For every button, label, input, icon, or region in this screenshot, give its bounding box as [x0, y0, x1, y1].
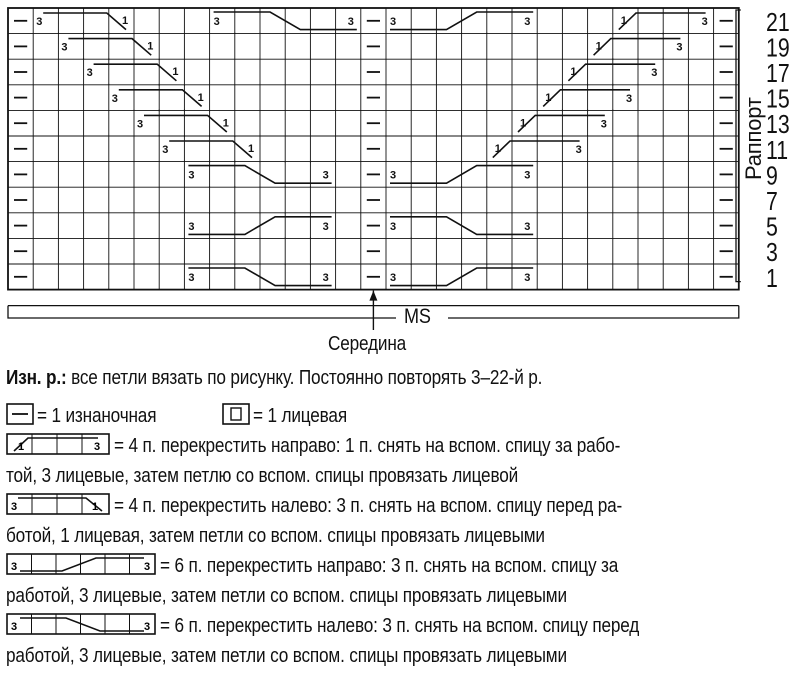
wrong-side-label: Изн. р.:	[6, 367, 67, 389]
cross-4-right-text-1: = 4 п. перекрестить направо: 1 п. снять на вспом. спицу за рабо-	[114, 435, 621, 457]
cable-count-end: 3	[651, 67, 658, 80]
cable-count-end: 1	[197, 91, 204, 104]
cable-count-end: 3	[524, 16, 531, 28]
cable-count-end: 3	[600, 118, 607, 131]
cross-4-right-symbol	[6, 433, 110, 455]
ms-bracket-left	[8, 306, 396, 318]
row-number: 15	[766, 84, 790, 115]
cable-count-end: 3	[524, 272, 531, 284]
row-number: 7	[766, 187, 778, 217]
middle-label: Середина	[328, 333, 407, 355]
cross-6-right-symbol	[6, 553, 156, 575]
cable-count-start: 3	[390, 16, 397, 28]
ms-label: MS	[404, 305, 431, 328]
cross-6-left-text-1: = 6 п. перекрестить налево: 3 п. снять на вспом. спицу перед	[160, 615, 640, 637]
knit-symbol	[222, 403, 250, 425]
row-numbers	[766, 8, 790, 294]
cable-count-end: 1	[122, 15, 129, 27]
cable-count-start: 3	[111, 92, 118, 105]
cross-6-right-start: 3	[11, 561, 18, 573]
cross-6-left-end: 3	[144, 621, 151, 633]
cable-count-end: 3	[524, 220, 531, 233]
cross-4-right-end: 3	[94, 441, 101, 453]
wrong-side-note	[6, 366, 542, 390]
cross-6-left-start: 3	[11, 621, 18, 633]
cross-6-right-end: 3	[144, 561, 151, 573]
cable-count-end: 1	[172, 66, 179, 79]
purl-legend-text: = 1 изнаночная	[37, 405, 157, 427]
purl-symbol	[6, 403, 34, 425]
cable-count-start: 3	[162, 144, 169, 156]
row-number: 5	[766, 212, 778, 243]
cable-count-start: 3	[36, 16, 43, 28]
cable-count-start: 3	[188, 272, 195, 284]
cable-count-start: 1	[620, 15, 627, 27]
cable-count-end: 3	[626, 92, 633, 105]
cross-4-right-start: 1	[18, 441, 25, 453]
cross-4-left-start: 3	[11, 501, 18, 513]
cross-4-left-end: 1	[92, 501, 99, 513]
cable-count-end: 3	[676, 41, 683, 54]
middle-marker-arrow	[369, 291, 377, 301]
row-number: 13	[766, 110, 790, 140]
cable-count-start: 3	[188, 220, 195, 233]
row-number: 3	[766, 238, 778, 268]
cable-count-start: 3	[213, 16, 220, 28]
row-number: 11	[766, 135, 789, 166]
cross-4-left-text-2: ботой, 1 лицевая, затем петли со вспом. спицы провязать лицевыми	[6, 525, 545, 547]
cable-count-end: 1	[147, 40, 154, 53]
wrong-side-text: все петли вязать по рисунку. Постоянно повторять 3–22-й р.	[71, 367, 543, 389]
cable-count-end: 3	[575, 144, 582, 156]
cable-count-start: 3	[390, 272, 397, 284]
cable-count-end: 1	[248, 143, 255, 155]
cross-4-left-text-1: = 4 п. перекрестить налево: 3 п. снять на вспом. спицу перед ра-	[114, 495, 623, 517]
ms-bracket-right	[448, 306, 739, 318]
cable-count-start: 3	[390, 169, 397, 182]
cable-count-end: 1	[222, 117, 229, 130]
cable-count-end: 3	[524, 169, 531, 182]
cable-count-start: 1	[545, 91, 552, 104]
cross-4-right-text-2: той, 3 лицевые, затем петлю со вспом. спицы провязать лицевой	[6, 465, 519, 487]
cable-count-start: 3	[390, 220, 397, 233]
row-number: 17	[766, 59, 790, 89]
cross-6-right-text-1: = 6 п. перекрестить направо: 3 п. снять на вспом. спицу за	[160, 555, 619, 577]
cross-4-left-symbol	[6, 493, 110, 515]
cable-count-end: 3	[322, 220, 329, 233]
cable-count-start: 1	[520, 117, 527, 130]
row-number: 9	[766, 161, 778, 191]
cross-6-left-text-2: работой, 3 лицевые, затем петли со вспом. спицы провязать лицевыми	[6, 645, 567, 667]
row-number: 19	[766, 33, 790, 63]
cable-count-start: 3	[188, 169, 195, 182]
cable-count-end: 3	[322, 272, 329, 284]
cable-count-start: 1	[595, 40, 602, 53]
cable-count-start: 1	[570, 66, 577, 79]
row-number: 21	[766, 7, 790, 38]
cable-count-start: 1	[494, 143, 501, 155]
cable-count-end: 3	[701, 16, 708, 28]
knit-legend-text: = 1 лицевая	[253, 405, 347, 427]
row-number: 1	[766, 263, 778, 294]
cable-count-start: 3	[86, 67, 93, 80]
repeat-label: Раппорт	[741, 97, 766, 180]
cross-6-left-symbol	[6, 613, 156, 635]
cable-count-end: 3	[347, 16, 354, 28]
cable-count-end: 3	[322, 169, 329, 182]
cross-6-right-text-2: работой, 3 лицевые, затем петли со вспом. спицы провязать лицевыми	[6, 585, 567, 607]
cable-count-start: 3	[137, 118, 144, 131]
cable-count-start: 3	[61, 41, 68, 54]
